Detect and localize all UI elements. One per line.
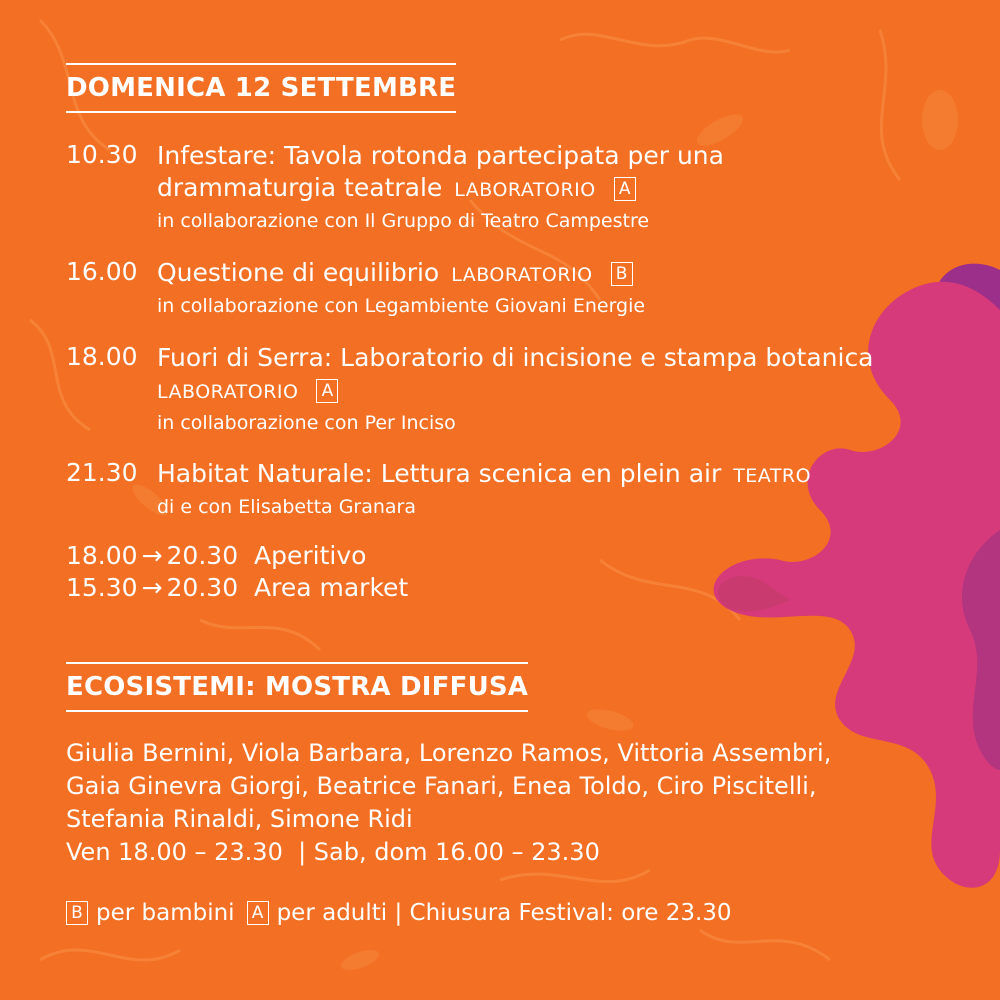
event-title-text: Habitat Naturale: Lettura scenica en plein air — [157, 459, 722, 488]
exhibition-hours: Ven 18.00 – 23.30 | Sab, dom 16.00 – 23.30 — [66, 838, 600, 866]
event-tag: LABORATORIO — [451, 264, 593, 286]
event-subtitle: di e con Elisabetta Granara — [157, 496, 417, 518]
legend-label-a: per adulti | Chiusura Festival: ore 23.30 — [276, 900, 732, 926]
extra-row-market — [66, 572, 408, 604]
event-tag: TEATRO — [733, 465, 812, 487]
event-title-text: Fuori di Serra: Laboratorio di incisione e stampa botanica — [157, 343, 874, 372]
event-body — [157, 257, 937, 321]
event-subtitle: in collaborazione con Per Inciso — [157, 412, 456, 434]
event-tag: LABORATORIO — [157, 381, 299, 403]
event-time: 16.00 — [66, 257, 138, 286]
audience-badge-b: B — [66, 901, 88, 925]
event-title-text: Questione di equilibrio — [157, 258, 440, 287]
audience-badge-a: A — [247, 901, 269, 925]
extra-label: Area market — [254, 573, 409, 602]
audience-badge-a: A — [316, 379, 338, 403]
event-title-line1: Infestare: Tavola rotonda partecipata per una — [157, 141, 724, 170]
arrow-right-icon: → — [141, 541, 163, 570]
event-title — [157, 257, 937, 291]
event-body — [157, 140, 937, 236]
day-title: DOMENICA 12 SETTEMBRE — [66, 63, 456, 113]
event-title — [157, 458, 937, 492]
extra-row-aperitivo — [66, 540, 408, 572]
event-time: 10.30 — [66, 140, 138, 169]
event-1600 — [66, 257, 946, 327]
exhibition-details — [66, 737, 946, 869]
artists-line-2: Gaia Ginevra Giorgi, Beatrice Fanari, Enea Toldo, Ciro Piscitelli, — [66, 772, 817, 800]
event-title-line2: drammaturgia teatrale — [157, 173, 443, 202]
event-body — [157, 458, 937, 522]
extra-start: 15.30 — [66, 573, 138, 602]
extra-label: Aperitivo — [254, 541, 367, 570]
event-time: 18.00 — [66, 342, 138, 371]
artists-line-1: Giulia Bernini, Viola Barbara, Lorenzo Ramos, Vittoria Assembri, — [66, 739, 832, 767]
audience-badge-b: B — [611, 262, 633, 286]
extra-start: 18.00 — [66, 541, 138, 570]
event-1800 — [66, 342, 946, 442]
artists-line-3: Stefania Rinaldi, Simone Ridi — [66, 805, 413, 833]
extra-end: 20.30 — [166, 573, 239, 602]
exhibition-title: ECOSISTEMI: MOSTRA DIFFUSA — [66, 662, 528, 712]
event-body — [157, 342, 937, 438]
arrow-right-icon: → — [141, 573, 163, 602]
event-title — [157, 342, 937, 408]
event-2130 — [66, 458, 946, 528]
legend — [66, 900, 732, 926]
event-1030 — [66, 140, 946, 240]
extra-activities — [66, 540, 408, 604]
legend-label-b: per bambini — [96, 900, 235, 926]
audience-badge-a: A — [614, 177, 636, 201]
event-subtitle: in collaborazione con Il Gruppo di Teatro Campestre — [157, 210, 650, 232]
extra-end: 20.30 — [166, 541, 239, 570]
event-tag: LABORATORIO — [454, 179, 596, 201]
event-time: 21.30 — [66, 458, 138, 487]
event-title — [157, 140, 937, 206]
event-subtitle: in collaborazione con Legambiente Giovani Energie — [157, 295, 646, 317]
